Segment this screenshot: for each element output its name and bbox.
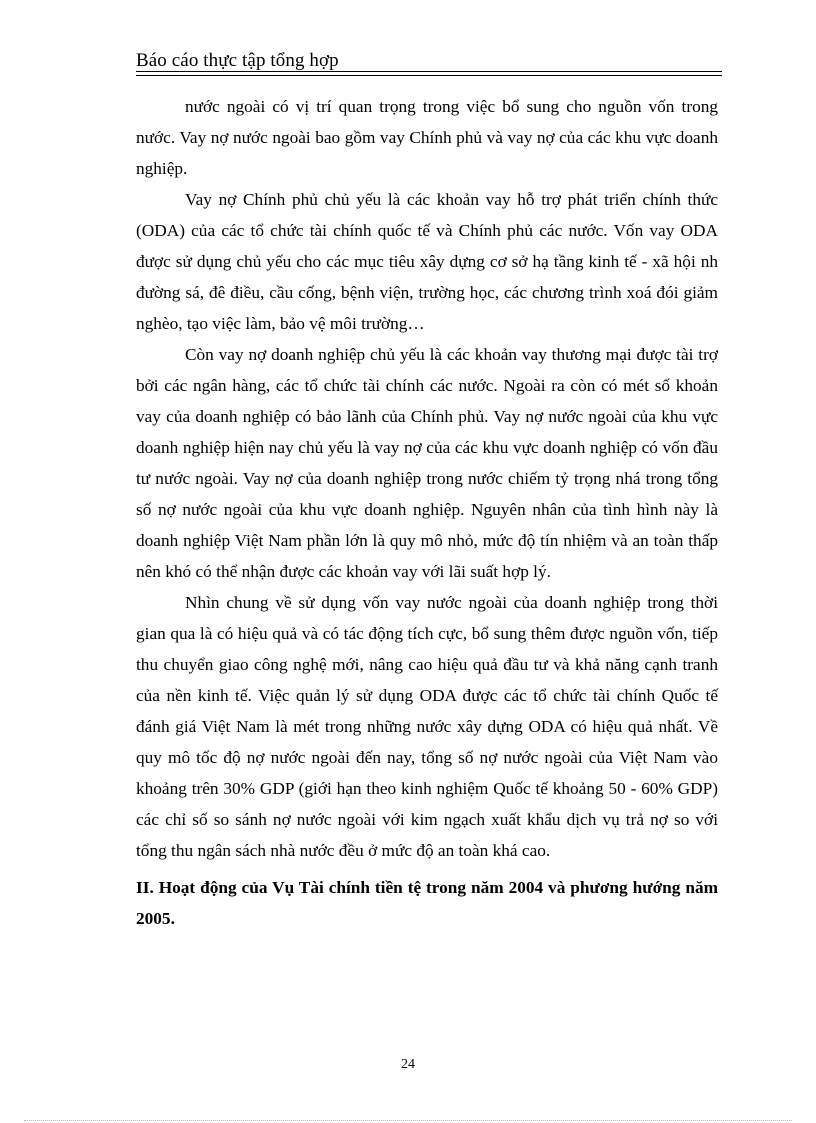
page-number: 24: [401, 1057, 415, 1072]
paragraph-2: Vay nợ Chính phủ chủ yếu là các khoản vay hỗ trợ phát triển chính thức (ODA) của các tổ chức tài chính quốc tế và Chính phủ các nước. Vốn vay ODA được sử dụng chủ yếu cho các mục tiêu xây dựng cơ sở hạ tầng kinh tế - xã hội nh đường sá, đê điều, cầu cống, bệnh viện, trường học, các chương trình xoá đói giảm nghèo, tạo việc làm, bảo vệ môi trường…: [136, 190, 718, 333]
header-title: Báo cáo thực tập tổng hợp: [136, 50, 339, 71]
header-rule-thick: [136, 75, 722, 76]
document-body: [136, 91, 718, 934]
section-heading: II. Hoạt động của Vụ Tài chính tiền tệ trong năm 2004 và phương hướng năm 2005.: [136, 878, 718, 928]
paragraph-4: Nhìn chung về sử dụng vốn vay nước ngoài của doanh nghiệp trong thời gian qua là có hiệu quả và có tác động tích cực, bổ sung thêm được nguồn vốn, tiếp thu chuyển giao công nghệ mới, nâng cao hiệu quả đầu tư và khả năng cạnh tranh của nền kinh tế. Việc quản lý sử dụng ODA được các tổ chức tài chính Quốc tế đánh giá Việt Nam là mét trong những nước xây dựng ODA có hiệu quả nhất. Về quy mô tốc độ nợ nước ngoài đến nay, tổng số nợ nước ngoài của Việt Nam vào khoảng trên 30% GDP (giới hạn theo kinh nghiệm Quốc tế khoảng 50 - 60% GDP) các chỉ số so sánh nợ nước ngoài với kim ngạch xuất khẩu dịch vụ trả nợ so với tổng thu ngân sách nhà nước đều ở mức độ an toàn khá cao.: [136, 593, 718, 860]
paragraph-1: nước ngoài có vị trí quan trọng trong việc bổ sung cho nguồn vốn trong nước. Vay nợ nước ngoài bao gồm vay Chính phủ và vay nợ của các khu vực doanh nghiệp.: [136, 97, 718, 178]
paragraph-3: Còn vay nợ doanh nghiệp chủ yếu là các khoản vay thương mại được tài trợ bởi các ngân hàng, các tổ chức tài chính các nước. Ngoài ra còn có mét số khoản vay của doanh nghiệp có bảo lãnh của Chính phủ. Vay nợ nước ngoài của khu vực doanh nghiệp hiện nay chủ yếu là vay nợ của các khu vực doanh nghiệp có vốn đầu tư nước ngoài. Vay nợ của doanh nghiệp trong nước chiếm tỷ trọng nhá trong tổng số nợ nước ngoài của khu vực doanh nghiệp. Nguyên nhân của tình hình này là doanh nghiệp Việt Nam phần lớn là quy mô nhỏ, mức độ tín nhiệm và an toàn thấp nên khó có thể nhận được các khoản vay với lãi suất hợp lý.: [136, 345, 718, 581]
page-bottom-border: [24, 1120, 792, 1121]
header-rule-thin: [136, 71, 722, 72]
page-header: [136, 50, 722, 72]
